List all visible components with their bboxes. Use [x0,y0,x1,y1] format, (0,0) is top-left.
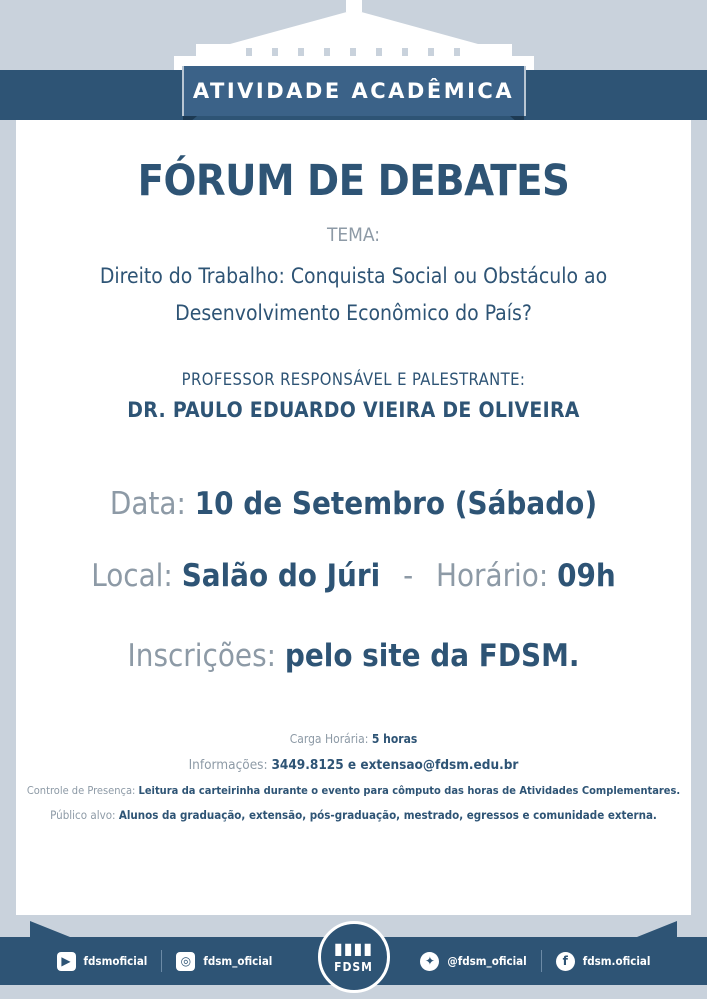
workload-label: Carga Horária: [289,731,369,746]
location-value: Salão do Júri [181,557,381,594]
contact-value: 3449.8125 e extensao@fdsm.edu.br [271,756,519,773]
twitter-icon: ✦ [420,952,439,971]
tema-line-1: Direito do Trabalho: Conquista Social ou Obstáculo ao [99,264,608,288]
facebook-icon: f [556,952,575,971]
social-instagram[interactable] [162,952,286,971]
professor-label: PROFESSOR RESPONSÁVEL E PALESTRANTE: [181,369,526,389]
footer [0,915,707,999]
audience-value: Alunos da graduação, extensão, pós-graduação, mestrado, egressos e comunidade externa. [118,807,657,822]
workload-value: 5 horas [371,731,418,746]
time-label: Horário: [436,557,549,594]
audience-label: Público alvo: [50,807,116,822]
tema-text [16,258,691,332]
tema-line-2: Desenvolvimento Econômico do País? [175,300,532,325]
fdsm-logo [318,921,390,993]
social-handle: fdsmoficial [83,954,148,968]
social-handle: fdsm.oficial [582,954,651,968]
registration-line [16,638,691,674]
footer-corner-right [637,921,677,937]
location-time-line [16,558,691,594]
youtube-icon: ▶ [57,952,76,971]
time-value: 09h [557,557,616,594]
social-twitter[interactable] [406,952,540,971]
event-title: FÓRUM DE DEBATES [137,156,570,206]
workload-line [16,732,691,746]
instagram-icon: ◎ [176,952,195,971]
attendance-value: Leitura da carteirinha durante o evento para cômputo das horas de Atividades Complementares. [138,783,681,797]
poster-body [16,120,691,915]
header-ribbon [182,66,526,116]
date-label: Data: [109,485,186,522]
social-facebook[interactable] [542,952,665,971]
contact-label: Informações: [188,756,268,773]
social-handle: fdsm_oficial [203,954,273,968]
professor-name: DR. PAULO EDUARDO VIEIRA DE OLIVEIRA [127,397,580,422]
line-separator: - [403,557,414,594]
right-rail [691,120,707,915]
attendance-line [16,784,691,797]
registration-value: pelo site da FDSM. [284,637,580,674]
date-value: 10 de Setembro (Sábado) [194,485,598,522]
contact-line [16,757,691,773]
location-label: Local: [91,557,173,594]
registration-label: Inscrições: [127,637,277,674]
social-youtube[interactable] [43,952,162,971]
banner-label: ATIVIDADE ACADÊMICA [192,79,515,103]
date-line [16,486,691,522]
attendance-label: Controle de Presença: [26,783,136,797]
tema-label: TEMA: [326,224,381,246]
audience-line [16,808,691,822]
social-handle: @fdsm_oficial [447,954,527,968]
footer-corner-left [30,921,70,937]
left-rail [0,120,16,915]
logo-name: FDSM [334,959,373,974]
columns-icon: ▮▮▮▮ [333,938,374,958]
building-illustration [174,0,534,70]
